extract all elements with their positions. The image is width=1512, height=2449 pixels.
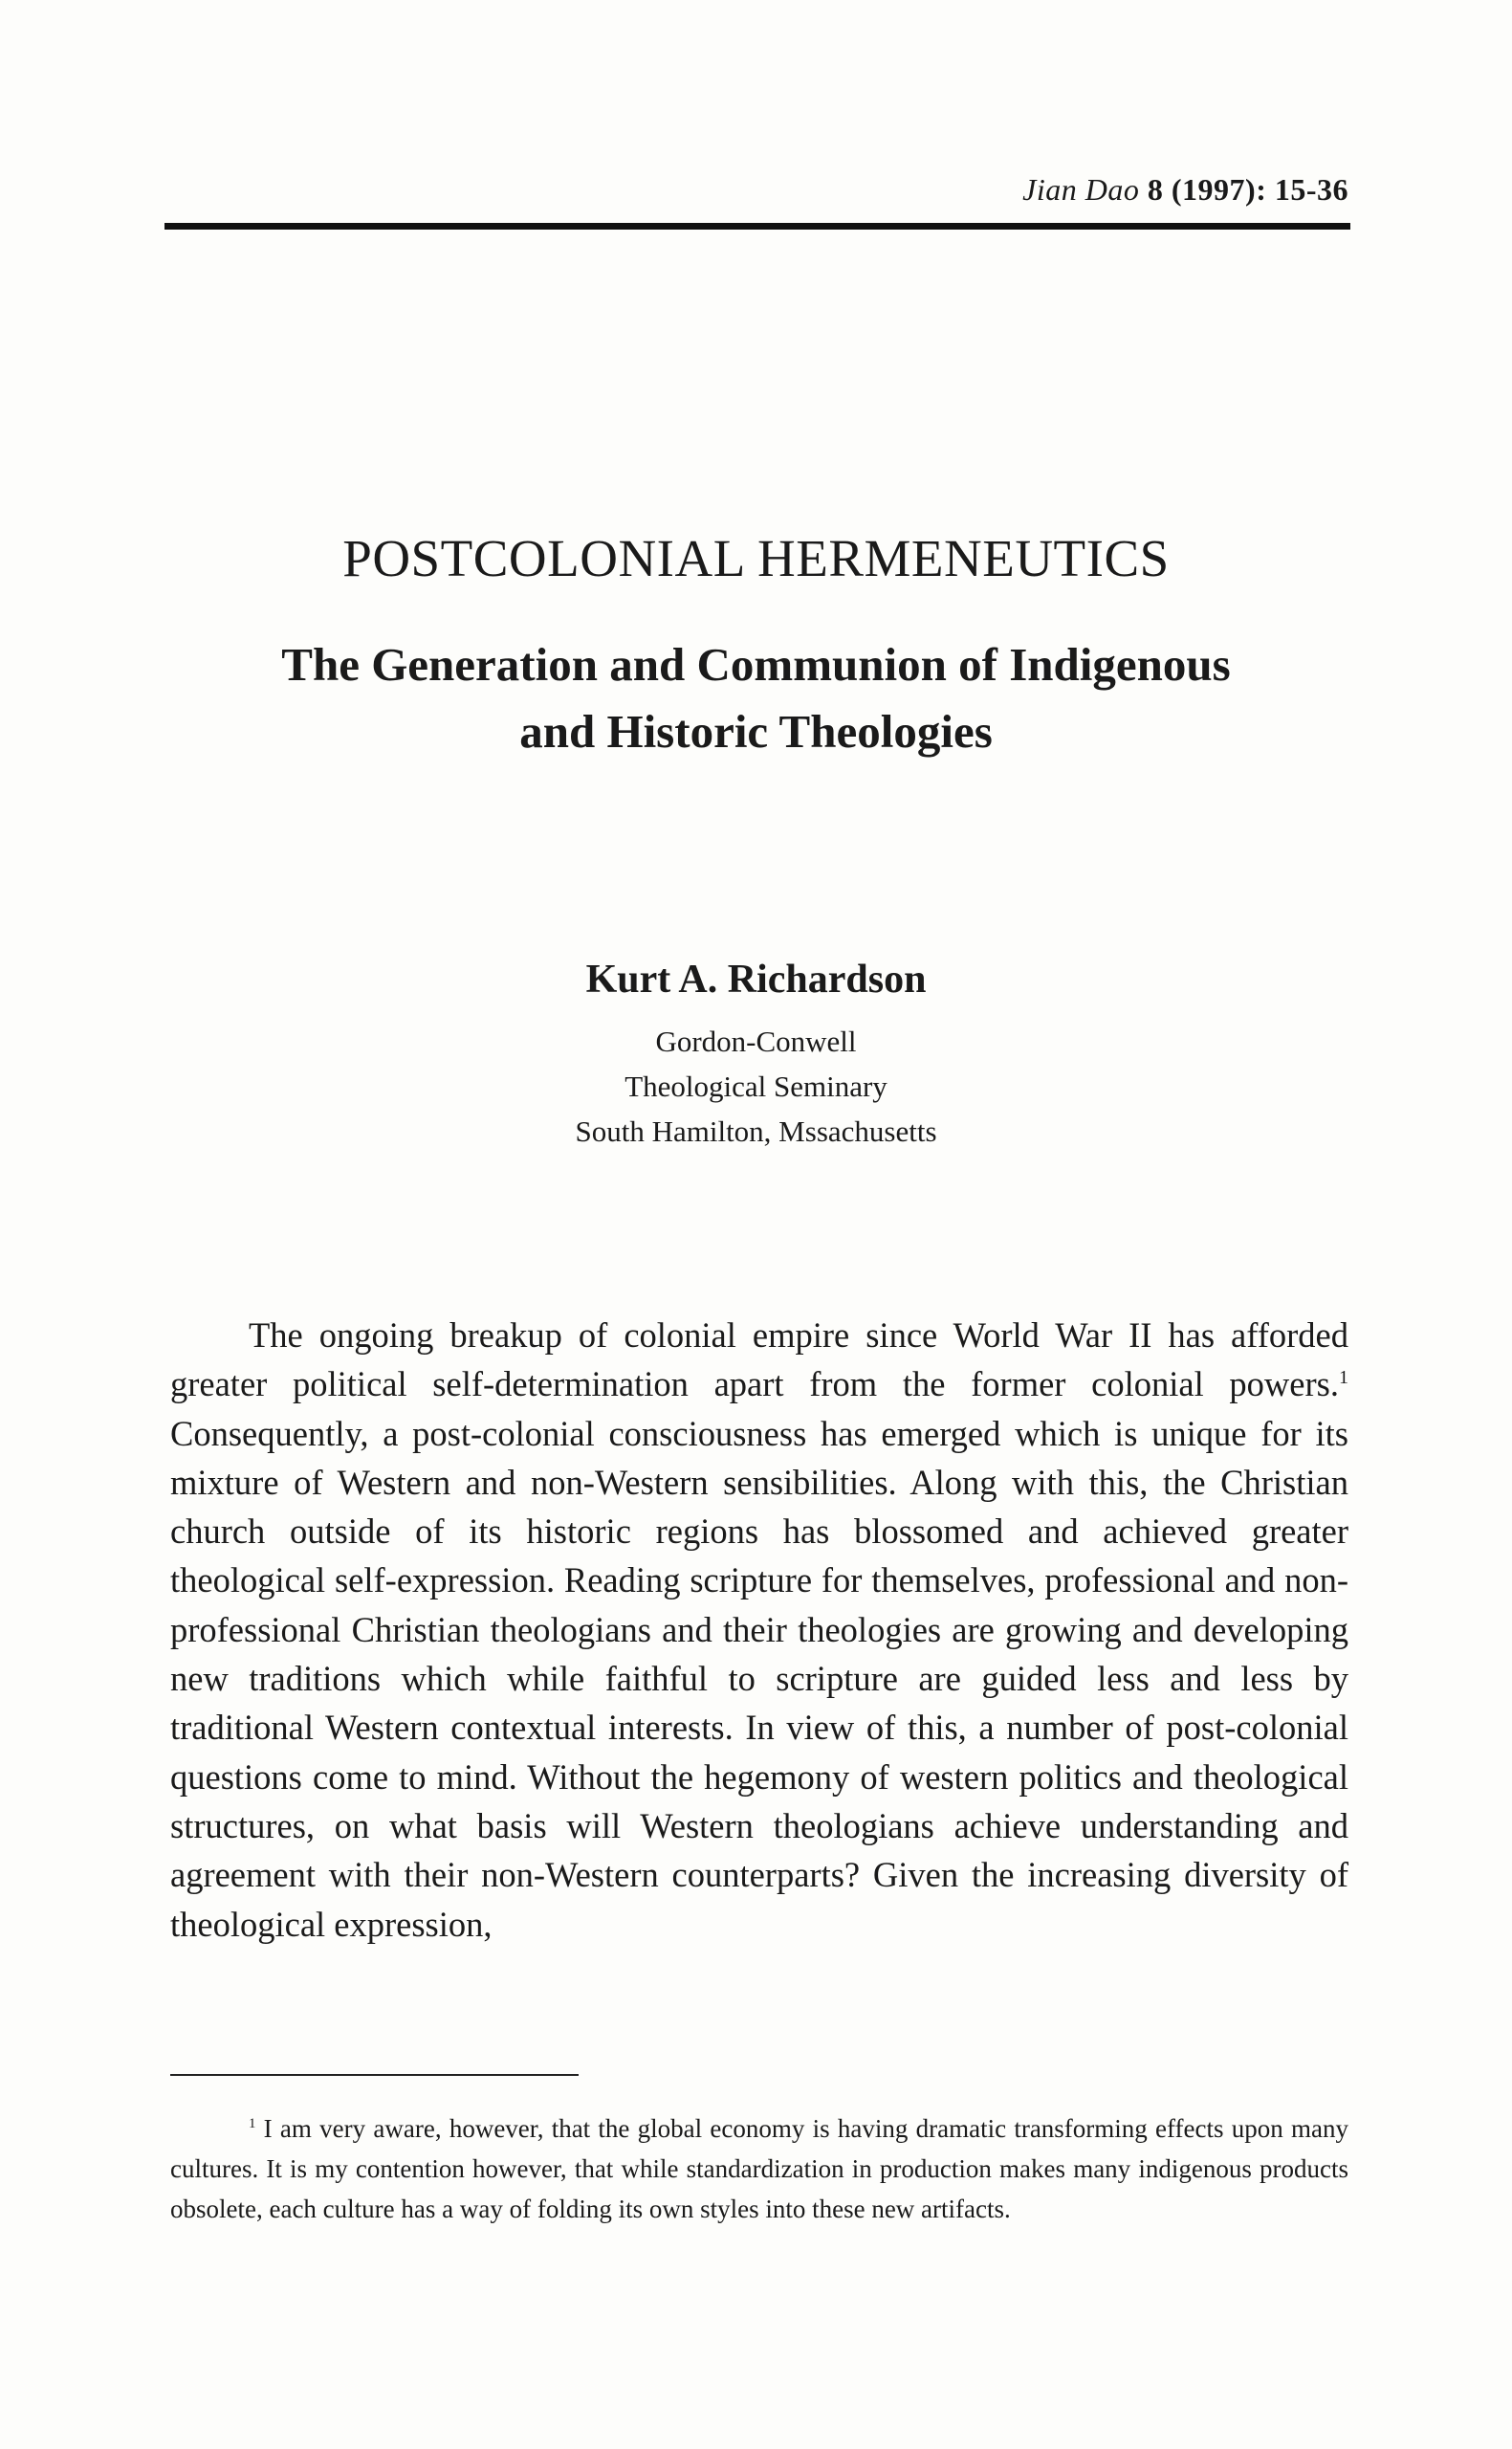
citation: 8 (1997): 15-36	[1139, 172, 1348, 207]
footnote-rule	[170, 2074, 579, 2076]
author-name: Kurt A. Richardson	[585, 958, 927, 1002]
running-header	[170, 172, 1348, 208]
journal-name: Jian Dao	[1022, 172, 1140, 207]
footnote-reference[interactable]: 1	[1338, 1367, 1348, 1389]
affiliation-line-1: Gordon-Conwell	[655, 1025, 857, 1058]
footnote-number: 1	[249, 2116, 256, 2131]
article-title: POSTCOLONIAL HERMENEUTICS	[342, 529, 1170, 587]
author-affiliation	[0, 1019, 1512, 1154]
affiliation-line-2: Theological Seminary	[625, 1070, 887, 1103]
subtitle-line-1: The Generation and Communion of Indigenous	[281, 638, 1231, 691]
subtitle-line-2: and Historic Theologies	[519, 705, 993, 758]
body-text-part-2: Consequently, a post-colonial consciousness has emerged which is unique for its mixture of Western and non-Western sensibilities. Along with this, the Christian church outside of its historic regions has blossomed and achieved greater theological self-expression. Reading scripture for themselves, professional and non-professional Christian theologians and their theologies are growing and developing new traditions which while faithful to scripture are guided less and less by traditional Western contextual interests. In view of this, a number of post-colonial questions come to mind. Without the hegemony of western politics and theological structures, on what basis will Western theologians achieve understanding and agreement with their non-Western counterparts? Given the increasing diversity of theological expression,	[170, 1413, 1348, 1944]
affiliation-line-3: South Hamilton, Mssachusetts	[575, 1114, 937, 1148]
body-text-part-1: The ongoing breakup of colonial empire since World War II has afforded greater political self-determination apart from the former colonial powers.	[170, 1315, 1348, 1404]
header-rule	[164, 223, 1350, 230]
footnote-text: I am very aware, however, that the global economy is having dramatic transforming effects upon many cultures. It is my contention however, that while standardization in production makes many indigenous products obsolete, each culture has a way of folding its own styles into these new artifacts.	[170, 2114, 1348, 2223]
body-paragraph	[170, 1311, 1348, 1949]
footnote	[170, 2108, 1348, 2229]
article-subtitle	[0, 631, 1512, 765]
